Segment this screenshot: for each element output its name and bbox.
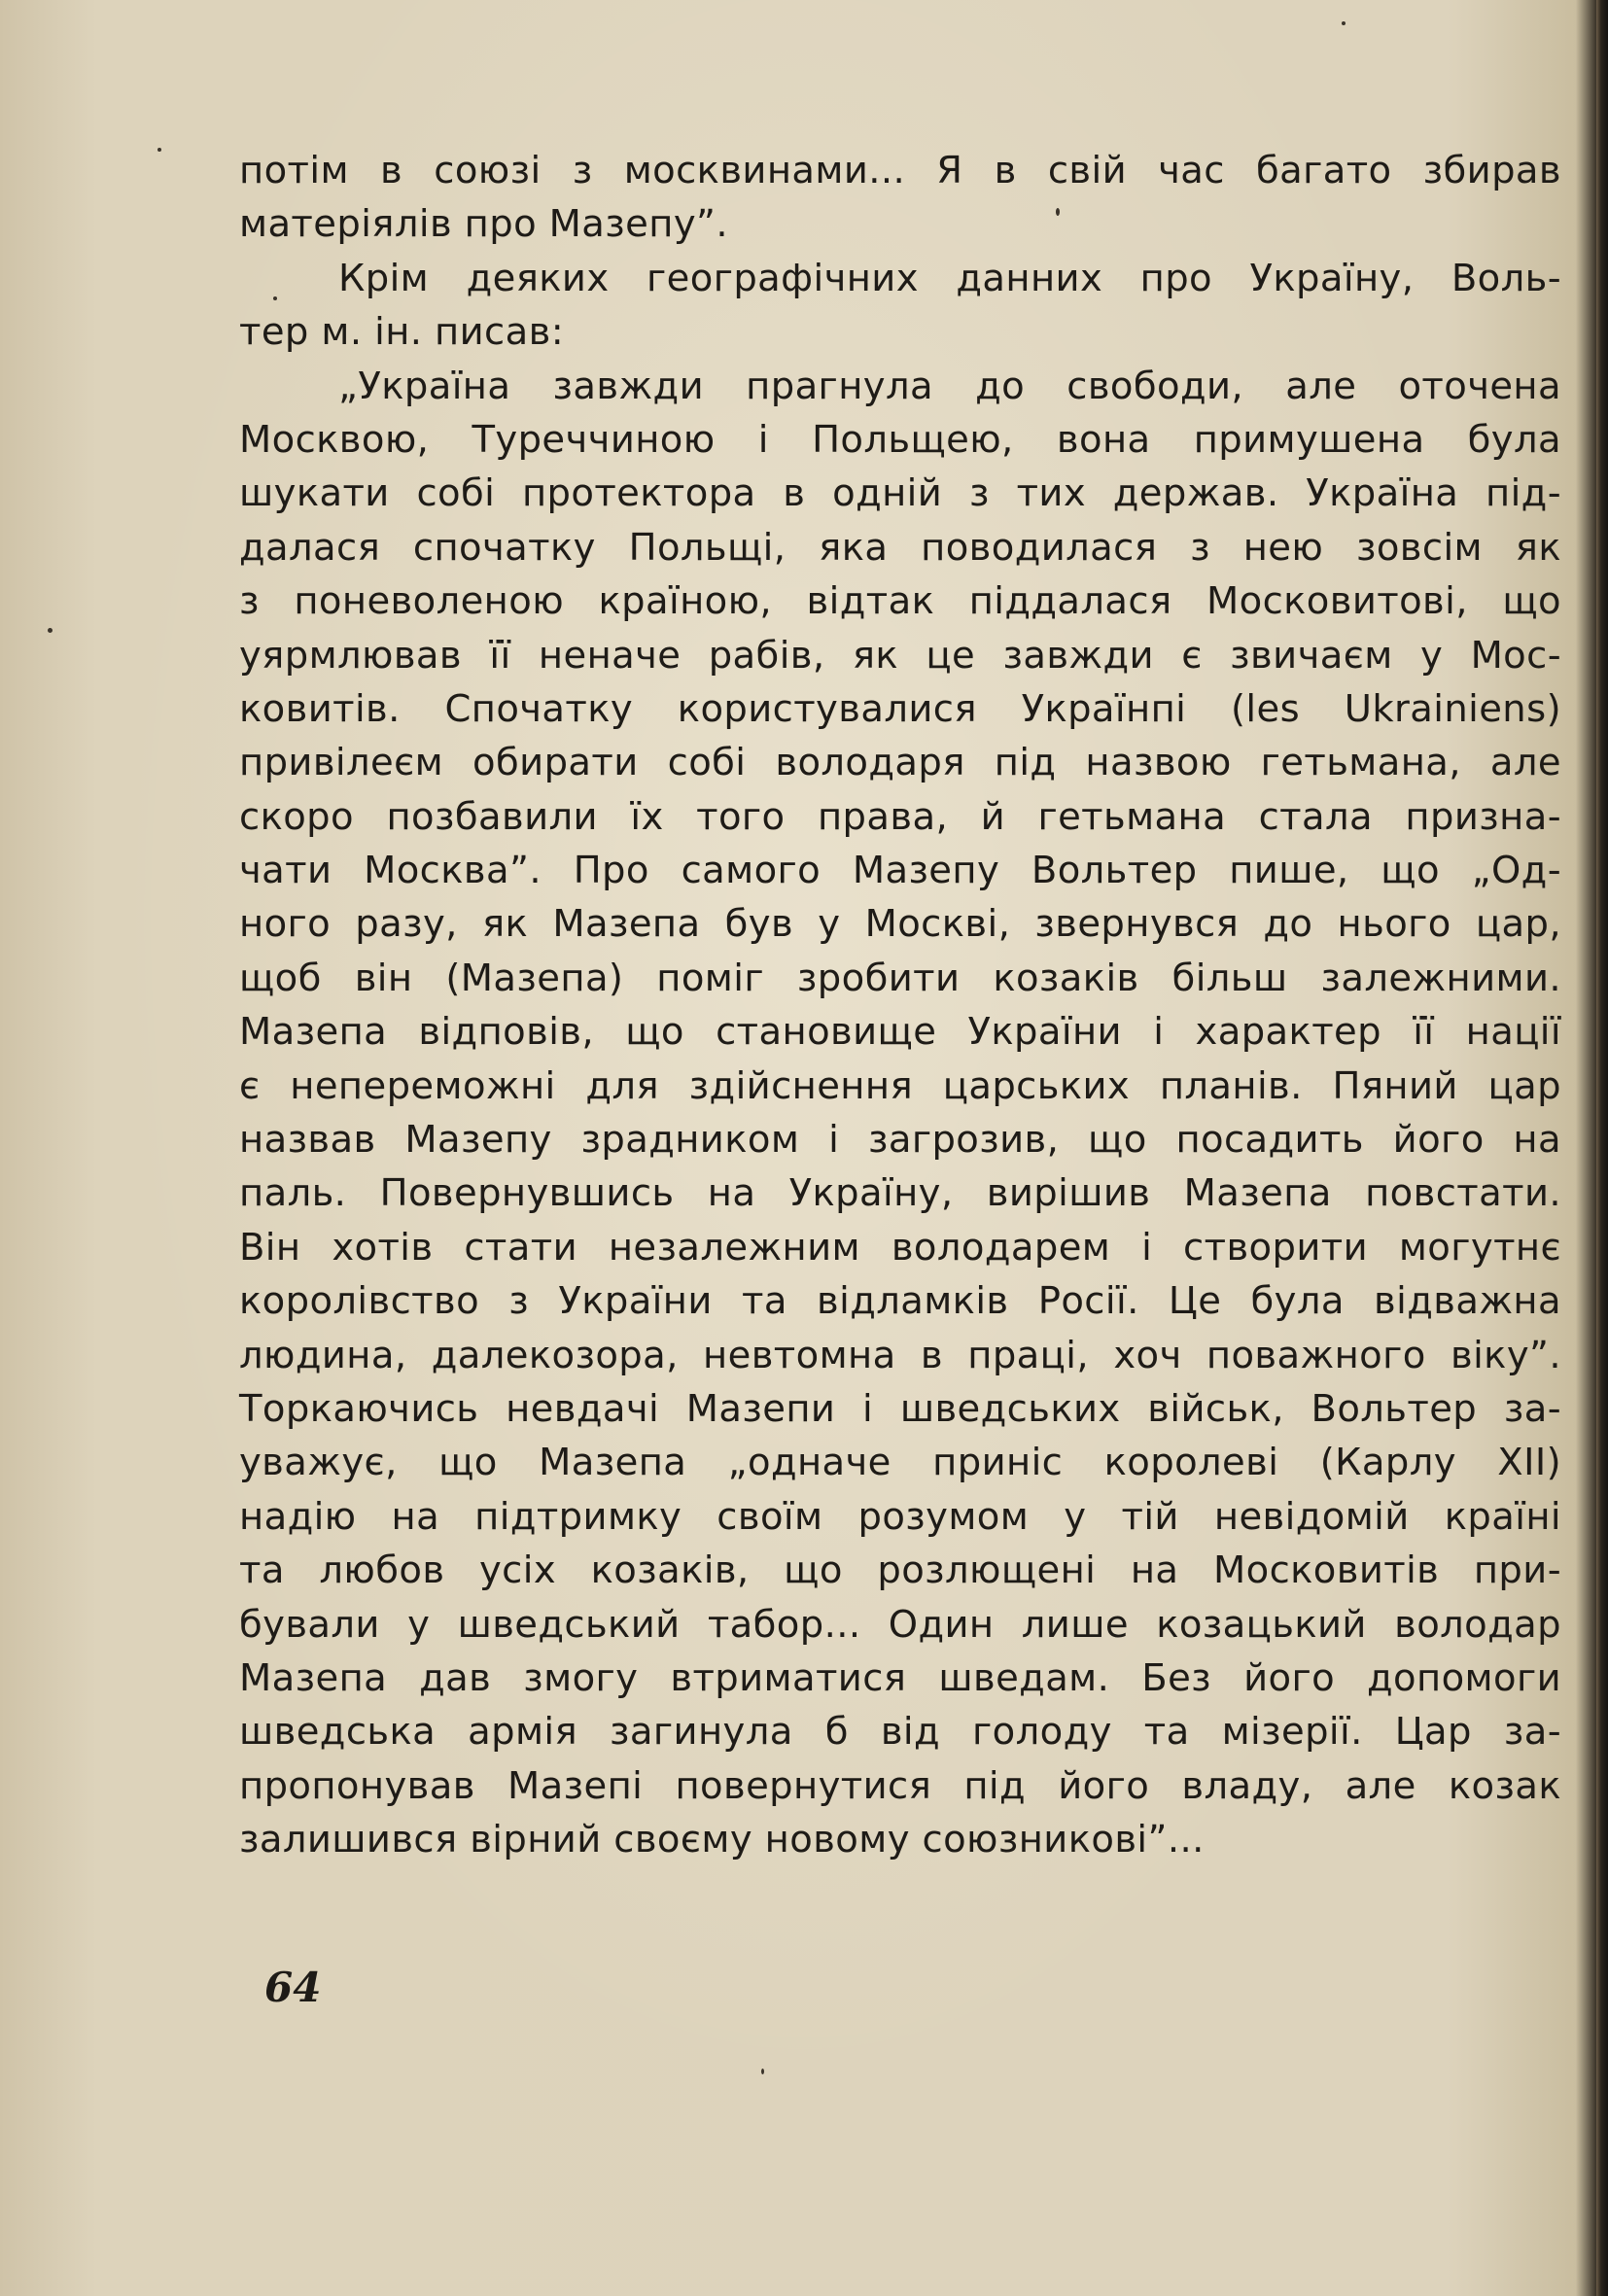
- text-line: Мазепа дав змогу втриматися шведам. Без його допомоги: [239, 1655, 1561, 1700]
- text-line: ного разу, як Мазепа був у Москві, звернувся до нього цар,: [239, 902, 1561, 947]
- text-line: привілеєм обирати собі володаря під назвою гетьмана, але: [239, 741, 1561, 785]
- text-line: уярмлював її неначе рабів, як це завжди є звичаєм у Мос-: [239, 633, 1561, 678]
- text-line: скоро позбавили їх того права, й гетьмана стала призна-: [239, 794, 1561, 839]
- paper-speck: [761, 2069, 764, 2074]
- page-body-text: [239, 144, 1561, 1867]
- text-line: бували у шведський табор... Один лише козацький володар: [239, 1602, 1561, 1647]
- text-line: уважує, що Мазепа „одначе приніс королеві (Карлу XII): [239, 1441, 1561, 1485]
- text-line: ковитів. Спочатку користувалися Українпі (les Ukrainiens): [239, 686, 1561, 731]
- text-line: назвав Мазепу зрадником і загрозив, що посадить його на: [239, 1118, 1561, 1163]
- text-line: „Україна завжди прагнула до свободи, але оточена: [338, 364, 1561, 408]
- paper-speck: [1056, 208, 1060, 216]
- paper-speck: [1342, 21, 1346, 25]
- text-line: пропонував Мазепі повернутися під його владу, але козак: [239, 1763, 1561, 1808]
- text-line: паль. Повернувшись на Україну, вирішив Мазепа повстати.: [239, 1171, 1561, 1216]
- text-line: чати Москва”. Про самого Мазепу Вольтер пише, що „Од-: [239, 849, 1561, 893]
- paper-speck: [157, 148, 161, 152]
- text-line: залишився вірний своєму новому союзникові”...: [239, 1818, 1205, 1862]
- text-line: Москвою, Туреччиною і Польщею, вона примушена була: [239, 417, 1561, 462]
- paper-speck: [48, 628, 52, 633]
- text-line: надію на підтримку своїм розумом у тій невідомій країні: [239, 1494, 1561, 1539]
- text-line: та любов усіх козаків, що розлющені на Московитів при-: [239, 1548, 1561, 1593]
- book-spine-shadow: [1596, 0, 1608, 2296]
- text-line: тер м. ін. писав:: [239, 310, 565, 355]
- text-line: Він хотів стати незалежним володарем і створити могутнє: [239, 1225, 1561, 1270]
- text-line: щоб він (Мазепа) поміг зробити козаків більш залежними.: [239, 956, 1561, 1000]
- text-line: є непереможні для здійснення царських планів. Пяний цар: [239, 1063, 1561, 1108]
- text-line: королівство з України та відламків Росії. Це була відважна: [239, 1279, 1561, 1324]
- text-line: шведська армія загинула б від голоду та мізерії. Цар за-: [239, 1710, 1561, 1755]
- text-line: потім в союзі з москвинами... Я в свій час багато збирав: [239, 149, 1561, 192]
- text-line: з поневоленою країною, відтак піддалася Московитові, що: [239, 579, 1561, 624]
- text-line: людина, далекозора, невтомна в праці, хоч поважного віку”.: [239, 1333, 1561, 1377]
- text-line: Торкаючись невдачі Мазепи і шведських військ, Вольтер за-: [239, 1386, 1561, 1431]
- page-number: 64: [264, 1964, 322, 2011]
- text-line: далася спочатку Польщі, яка поводилася з нею зовсім як: [239, 525, 1561, 570]
- text-line: шукати собі протектора в одній з тих держав. Україна під-: [239, 471, 1561, 516]
- text-line: Крім деяких географічних данних про Україну, Воль-: [338, 256, 1561, 300]
- text-line: Мазепа відповів, що становище України і характер її нації: [239, 1010, 1561, 1055]
- text-line: матеріялів про Мазепу”.: [239, 202, 728, 247]
- paper-speck: [273, 296, 277, 300]
